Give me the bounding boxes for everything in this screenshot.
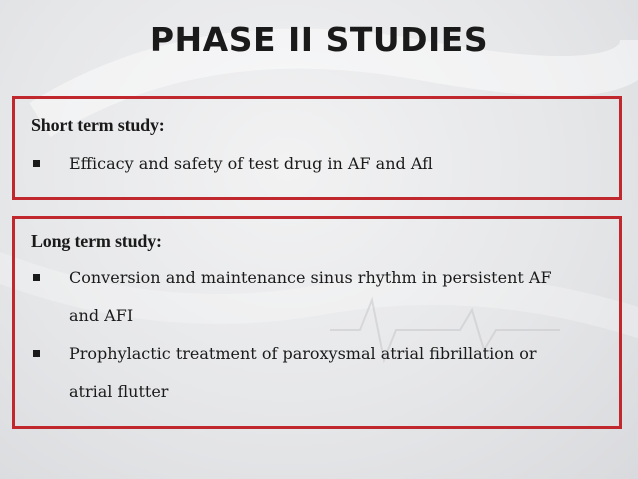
short-term-heading: Short term study: [31, 115, 165, 135]
list-item [31, 335, 607, 411]
short-term-study-box [12, 96, 622, 200]
bullet-text-line1: Prophylactic treatment of paroxysmal atrial fibrillation or [69, 344, 537, 363]
bullet-text-line2: and AFI [69, 306, 134, 325]
square-bullet-icon [33, 274, 40, 281]
long-term-heading: Long term study: [31, 231, 162, 251]
bullet-text-line2: atrial flutter [69, 382, 169, 401]
bullet-text: Efficacy and safety of test drug in AF and Afl [69, 154, 433, 173]
long-term-study-box [12, 216, 622, 429]
square-bullet-icon [33, 350, 40, 357]
slide-title: PHASE II STUDIES [149, 20, 489, 59]
square-bullet-icon [33, 160, 40, 167]
bullet-text-line1: Conversion and maintenance sinus rhythm in persistent AF [69, 268, 552, 287]
list-item [31, 145, 607, 183]
list-item [31, 259, 607, 335]
